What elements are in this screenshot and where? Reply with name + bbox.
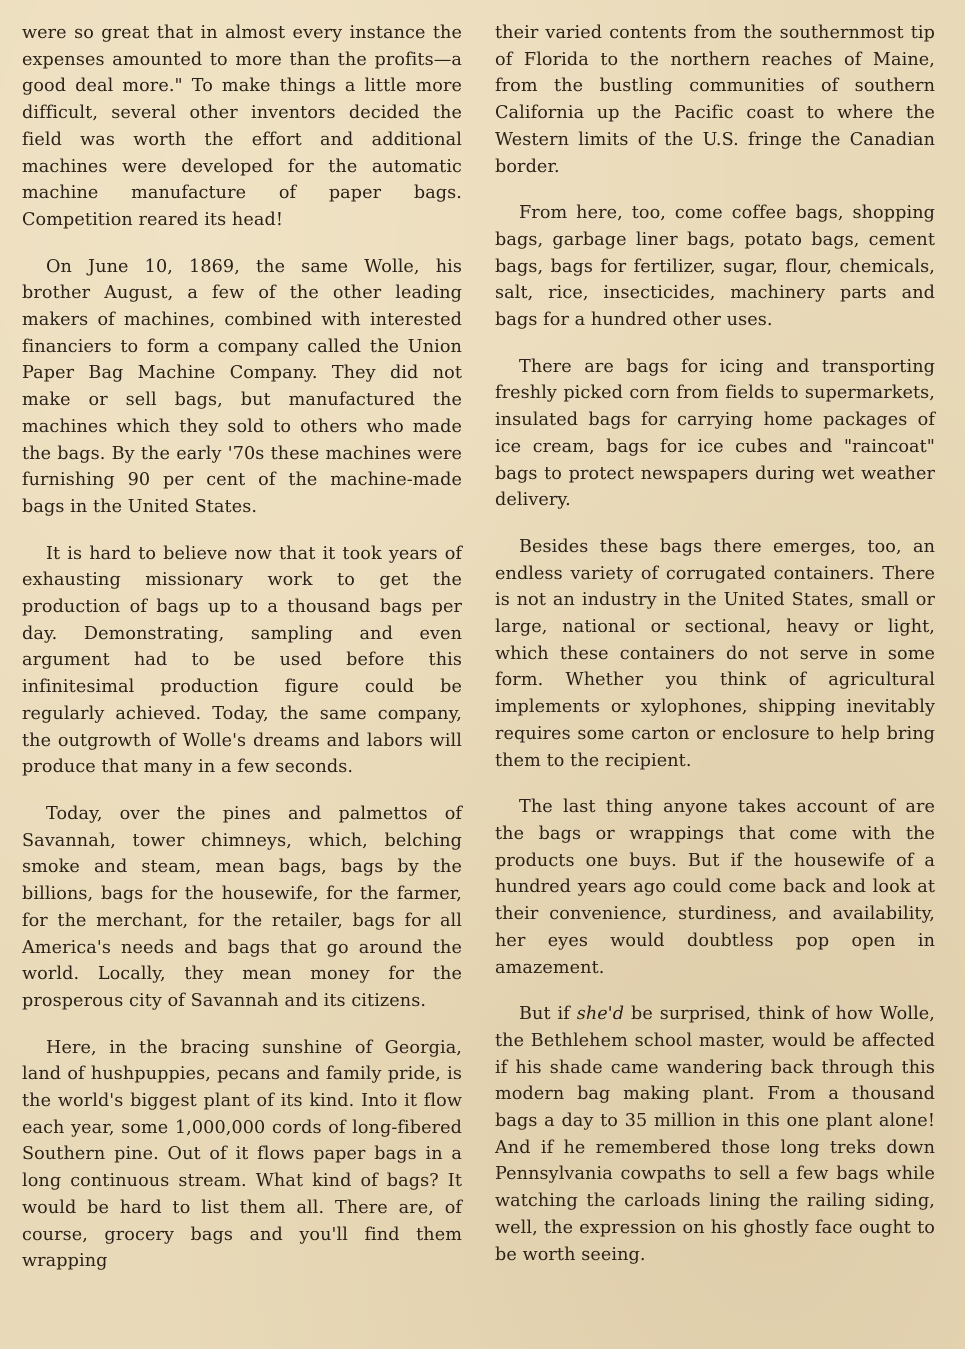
left-column bbox=[22, 20, 462, 1349]
paragraph: From here, too, come coffee bags, shopping bags, garbage liner bags, potato bags, cement bags, bags for fertilizer, sugar, flour, chemicals, salt, rice, insecticides, machinery parts and bags for a hundred other uses. bbox=[495, 203, 935, 331]
paragraph: The last thing anyone takes account of are the bags or wrappings that come with the products one buys. But if the housewife of a hundred years ago could come back and look at their convenience, sturdiness, and availability, her eyes would doubtless pop open in amazement. bbox=[495, 797, 935, 978]
paragraph bbox=[495, 1001, 935, 1268]
paragraph: Besides these bags there emerges, too, an endless variety of corrugated containers. There is not an industry in the United States, small or large, national or sectional, heavy or light, which these containers do not serve in some form. Whether you think of agricultural implements or xylophones, shipping inevitably requires some carton or enclosure to help bring them to the recipient. bbox=[495, 536, 935, 771]
paragraph: Here, in the bracing sunshine of Georgia, land of hushpuppies, pecans and family pride, is the world's biggest plant of its kind. Into it flow each year, some 1,000,000 cords of long-fibered Southern pine. Out of it flows paper bags in a long continuous stream. What kind of bags? It would be hard to list them all. There are, of course, grocery bags and you'll find them wrapping bbox=[22, 1037, 462, 1272]
paragraph: were so great that in almost every instance the expenses amounted to more than the profits—a good deal more." To make things a little more difficult, several other inventors decided the field was worth the effort and additional machines were developed for the automatic machine manufacture of paper bags. Competition reared its head! bbox=[22, 23, 462, 230]
paragraph: On June 10, 1869, the same Wolle, his brother August, a few of the other leading makers of machines, combined with interested financiers to form a company called the Union Paper Bag Machine Company. They did not make or sell bags, but manufactured the machines which they sold to others who made the bags. By the early '70s these machines were furnishing 90 per cent of the machine-made bags in the United States. bbox=[22, 256, 462, 517]
emphasis-text: she'd bbox=[576, 1004, 625, 1025]
paragraph: Today, over the pines and palmettos of Savannah, tower chimneys, which, belching smoke and steam, mean bags, bags by the billions, bags for the housewife, for the farmer, for the merchant, for the retailer, bags for all America's needs and bags that go around the world. Locally, they mean money for the prosperous city of Savannah and its citizens. bbox=[22, 803, 462, 1011]
paragraph: their varied contents from the southernmost tip of Florida to the northern reaches of Maine, from the bustling communities of southern California up the Pacific coast to where the Western limits of the U.S. fringe the Canadian border. bbox=[495, 23, 935, 177]
paragraph: It is hard to believe now that it took years of exhausting missionary work to get the production of bags up to a thousand bags per day. Demonstrating, sampling and even argument had to be used before this infinitesimal production figure could be regularly achieved. Today, the same company, the outgrowth of Wolle's dreams and labors will produce that many in a few seconds. bbox=[22, 543, 462, 778]
paragraph-text: be surprised, think of how Wolle, the Bethlehem school master, would be affected if his shade came wandering back through this modern bag making plant. From a thousand bags a day to 35 million in this one plant alone! And if he remembered those long treks down Pennsylvania cowpaths to sell a few bags while watching the carloads lining the railing siding, well, the expression on his ghostly face ought to be worth seeing. bbox=[495, 1004, 936, 1265]
paragraph-text: But if bbox=[519, 1004, 577, 1025]
paragraph: There are bags for icing and transporting freshly picked corn from fields to supermarkets, insulated bags for carrying home packages of ice cream, bags for ice cubes and "raincoat" bags to protect newspapers during wet weather delivery. bbox=[495, 356, 935, 511]
right-column bbox=[495, 20, 935, 1349]
